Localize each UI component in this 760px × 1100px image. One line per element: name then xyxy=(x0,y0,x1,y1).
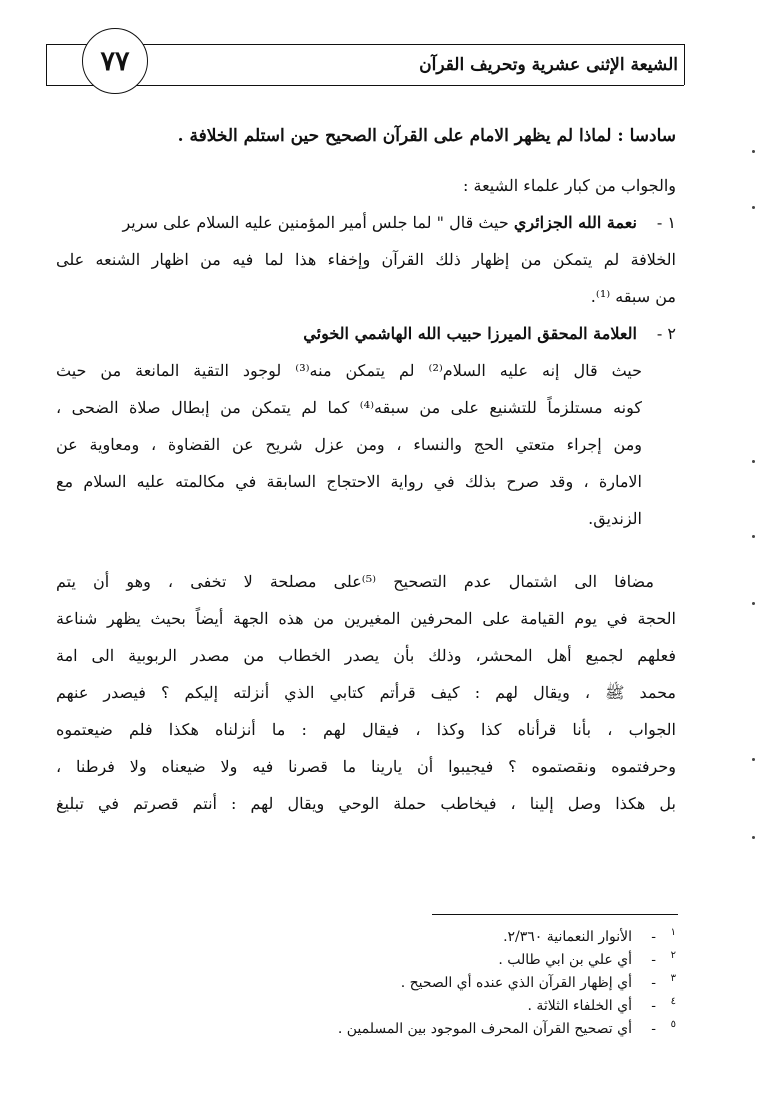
header-right-edge xyxy=(684,44,685,85)
footnote: ٤-أي الخلفاء الثلاثة . xyxy=(527,996,676,1014)
paragraph-line: بل هكذا وصل إلينا ، فيخاطب حملة الوحي ويقال لهم : أنتم قصرتم في تبليغ xyxy=(56,794,676,813)
footnote-text: أي تصحيح القرآن المحرف الموجود بين المسلمين . xyxy=(337,1021,632,1037)
footnotes xyxy=(256,926,676,1041)
margin-speck xyxy=(752,758,755,761)
footnote-text: أي إظهار القرآن الذي عنده أي الصحيح . xyxy=(400,975,632,991)
item-2-line: حيث قال إنه عليه السلام⁽²⁾ لم يتمكن منه⁽³⁾ لوجود التقية المانعة من حيث xyxy=(56,361,642,380)
footnote-text: أي الخلفاء الثلاثة . xyxy=(527,998,632,1014)
item-1-quote-start: حيث قال " لما جلس أمير المؤمنين عليه السلام على سرير xyxy=(122,213,509,232)
footnote: ١-الأنوار النعمانية ٢/٣٦٠. xyxy=(503,927,676,945)
item-2-line: كونه مستلزماً للتشنيع على من سبقه⁽⁴⁾ كما لم يتمكن من إبطال صلاة الضحى ، xyxy=(56,398,643,417)
margin-speck xyxy=(752,535,755,538)
item-1-line: من سبقه ⁽¹⁾. xyxy=(590,287,676,306)
paragraph-line: الجواب ، بأنا قرأناه كذا وكذا ، فيقال لهم : ما أنزلناه هكذا فلم ضيعتموه xyxy=(56,720,676,739)
item-2-scholar-name: العلامة المحقق الميرزا حبيب الله الهاشمي الخوئي xyxy=(303,324,637,343)
question-heading: سادسا : لماذا لم يظهر الامام على القرآن الصحيح حين استلم الخلافة . xyxy=(177,126,676,146)
header-left-edge xyxy=(46,44,47,85)
item-2-line: ومن إجراء متعتي الحج والنساء ، ومن عزل شريح عن القضاوة ، ومعاوية عن xyxy=(56,435,642,454)
header-bottom-rule xyxy=(46,85,684,86)
paragraph-line: الحجة في يوم القيامة على المحرفين المغيرين من هذه الجهة أيضاً بحيث يظهر شناعة xyxy=(56,609,676,628)
margin-speck xyxy=(752,150,755,153)
item-2-number: ٢ - xyxy=(656,324,676,343)
footnote: ٣-أي إظهار القرآن الذي عنده أي الصحيح . xyxy=(400,973,676,991)
running-title: الشيعة الإثنى عشرية وتحريف القرآن xyxy=(419,55,678,75)
item-1-line: الخلافة لم يتمكن من إظهار ذلك القرآن وإخفاء هذا لما فيه من اظهار الشنعه على xyxy=(56,250,676,269)
margin-speck xyxy=(752,602,755,605)
footnote: ٥-أي تصحيح القرآن المحرف الموجود بين المسلمين . xyxy=(337,1019,676,1037)
item-1-first-line xyxy=(56,204,676,241)
item-2-heading xyxy=(56,315,676,352)
page-body xyxy=(56,118,676,822)
item-2-line: الزنديق. xyxy=(588,509,642,528)
answer-intro: والجواب من كبار علماء الشيعة : xyxy=(463,176,676,195)
margin-speck xyxy=(752,460,755,463)
margin-speck xyxy=(752,836,755,839)
paragraph-line: مضافا الى اشتمال عدم التصحيح ⁽⁵⁾على مصلحة لا تخفى ، وهو أن يتم xyxy=(56,572,654,591)
margin-speck xyxy=(752,206,755,209)
footnote-text: الأنوار النعمانية ٢/٣٦٠. xyxy=(503,929,632,945)
page-number: ٧٧ xyxy=(82,28,148,94)
paragraph-line: محمد ﷺ ، ويقال لهم : كيف قرأتم كتابي الذي أنزلته إليكم ؟ فيصدر عنهم xyxy=(56,683,676,702)
footnote-separator xyxy=(432,914,678,915)
item-1-number: ١ - xyxy=(656,213,676,232)
paragraph-line: وحرفتموه ونقصتموه ؟ فيجيبوا أن يارينا ما قصرنا فيه ولا ضيعناه ولا فرطنا ، xyxy=(56,757,676,776)
paragraph-line: فعلهم لجميع أهل المحشر، وذلك بأن يصدر الخطاب من مصدر الربوبية الى امة xyxy=(56,646,676,665)
footnote: ٢-أي علي بن ابي طالب . xyxy=(498,950,676,968)
footnote-text: أي علي بن ابي طالب . xyxy=(498,952,632,968)
item-2-line: الامارة ، وقد صرح بذلك في رواية الاحتجاج السابقة في مكالمته عليه السلام مع xyxy=(56,472,642,491)
item-1-scholar-name: نعمة الله الجزائري xyxy=(513,213,637,232)
